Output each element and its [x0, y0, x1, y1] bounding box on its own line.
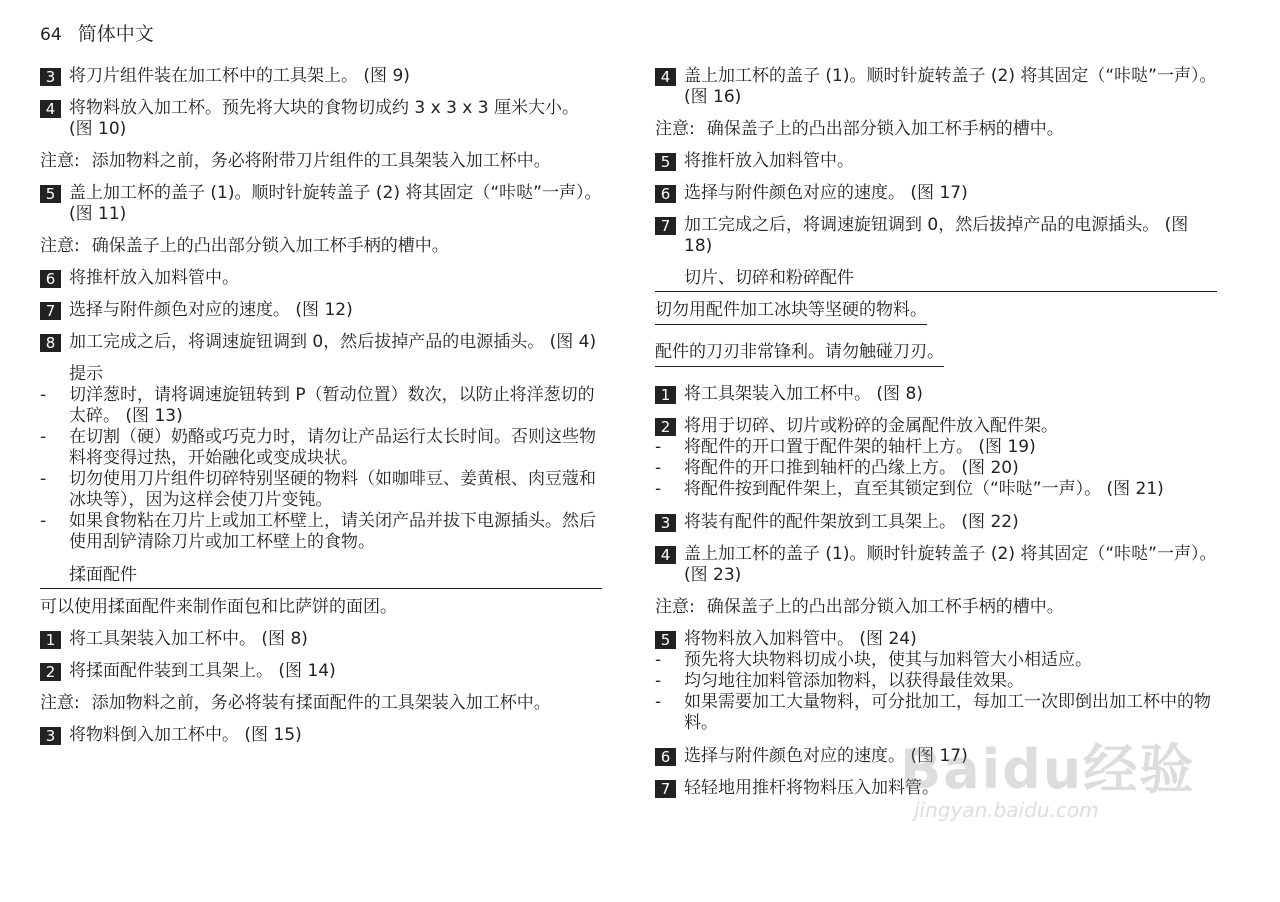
note-text: 确保盖子上的凸出部分锁入加工杯手柄的槽中。 — [91, 236, 449, 256]
step-text: 选择与附件颜色对应的速度。 (图 12) — [69, 300, 353, 320]
step-item — [40, 629, 602, 650]
step-number-badge: 4 — [40, 100, 61, 118]
step-number-badge: 4 — [655, 68, 676, 86]
step-item — [655, 384, 1217, 405]
sub-step-item: - 预先将大块物料切成小块，使其与加料管大小相适应。 — [655, 650, 1217, 671]
note-label: 注意: — [40, 693, 80, 713]
step-text: 将推杆放入加料管中。 — [69, 268, 239, 288]
sub-steps-list — [655, 650, 1217, 734]
step-text: 盖上加工杯的盖子 (1)。顺时针旋转盖子 (2) 将其固定（“咔哒”一声）。 (图 11) — [69, 183, 602, 224]
step-item — [655, 66, 1217, 108]
note — [40, 693, 602, 714]
step-item — [40, 300, 602, 321]
section-title-slicing: 切片、切碎和粉碎配件 — [655, 268, 1217, 292]
note-label: 注意: — [655, 597, 695, 617]
step-text: 加工完成之后，将调速旋钮调到 0，然后拔掉产品的电源插头。 (图 4) — [69, 332, 597, 352]
note — [40, 236, 602, 257]
note-label: 注意: — [655, 119, 695, 139]
step-text: 加工完成之后，将调速旋钮调到 0，然后拔掉产品的电源插头。 (图 18) — [684, 215, 1189, 256]
step-number-badge: 3 — [40, 68, 61, 86]
step-number-badge: 5 — [40, 185, 61, 203]
step-item — [655, 183, 1217, 204]
step-text: 将推杆放入加料管中。 — [684, 151, 854, 171]
step-text: 轻轻地用推杆将物料压入加料管。 — [684, 778, 939, 798]
step-item — [40, 661, 602, 682]
warning-text: 切勿用配件加工冰块等坚硬的物料。 — [655, 300, 927, 325]
note-label: 注意: — [40, 151, 80, 171]
step-text: 将工具架装入加工杯中。 (图 8) — [69, 629, 308, 649]
step-number-badge: 8 — [40, 334, 61, 352]
step-item — [40, 98, 602, 140]
step-item — [655, 512, 1217, 533]
tips-list — [40, 385, 602, 553]
note-text: 确保盖子上的凸出部分锁入加工杯手柄的槽中。 — [706, 597, 1064, 617]
sub-step-item: - 将配件按到配件架上，直至其锁定到位（“咔哒”一声）。 (图 21) — [655, 479, 1217, 500]
step-number-badge: 3 — [655, 514, 676, 532]
step-number-badge: 5 — [655, 631, 676, 649]
step-number-badge: 1 — [40, 631, 61, 649]
step-text: 盖上加工杯的盖子 (1)。顺时针旋转盖子 (2) 将其固定（“咔哒”一声）。 (图 23) — [684, 544, 1217, 585]
step-text: 将装有配件的配件架放到工具架上。 (图 22) — [684, 512, 1019, 532]
tip-item: - 在切割（硬）奶酪或巧克力时，请勿让产品运行太长时间。否则这些物料将变得过热，开始融化或变成块状。 — [40, 427, 602, 469]
step-number-badge: 1 — [655, 386, 676, 404]
sub-step-item: - 将配件的开口推到轴杆的凸缘上方。 (图 20) — [655, 458, 1217, 479]
step-text: 将物料放入加工杯。预先将大块的食物切成约 3 x 3 x 3 厘米大小。 (图 10) — [69, 98, 579, 139]
section-intro: 可以使用揉面配件来制作面包和比萨饼的面团。 — [40, 597, 397, 617]
step-text: 将揉面配件装到工具架上。 (图 14) — [69, 661, 336, 681]
step-text: 将物料倒入加工杯中。 (图 15) — [69, 725, 302, 745]
tip-item: - 切勿使用刀片组件切碎特别坚硬的物料（如咖啡豆、姜黄根、肉豆蔻和冰块等），因为这样会使刀片变钝。 — [40, 469, 602, 511]
step-item — [655, 746, 1217, 767]
step-text: 将刀片组件装在加工杯中的工具架上。 (图 9) — [69, 66, 410, 86]
step-item — [655, 151, 1217, 172]
step-text: 选择与附件颜色对应的速度。 (图 17) — [684, 183, 968, 203]
tips-heading: 提示 — [69, 364, 103, 384]
step-number-badge: 2 — [655, 418, 676, 436]
section-title-kneading: 揉面配件 — [40, 565, 602, 589]
step-text: 盖上加工杯的盖子 (1)。顺时针旋转盖子 (2) 将其固定（“咔哒”一声）。 (图 16) — [684, 66, 1217, 107]
step-number-badge: 6 — [40, 270, 61, 288]
sub-step-item: - 将配件的开口置于配件架的轴杆上方。 (图 19) — [655, 437, 1217, 458]
page-number: 64 — [40, 25, 62, 45]
step-number-badge: 2 — [40, 663, 61, 681]
step-number-badge: 5 — [655, 153, 676, 171]
note-text: 确保盖子上的凸出部分锁入加工杯手柄的槽中。 — [706, 119, 1064, 139]
step-number-badge: 7 — [40, 302, 61, 320]
step-number-badge: 3 — [40, 727, 61, 745]
step-item — [655, 416, 1217, 437]
step-item — [40, 725, 602, 746]
step-number-badge: 6 — [655, 748, 676, 766]
step-item — [40, 268, 602, 289]
note — [655, 597, 1217, 618]
language-label: 简体中文 — [77, 23, 154, 45]
page-header — [40, 24, 154, 46]
note — [655, 119, 1217, 140]
step-item — [655, 778, 1217, 799]
note-text: 添加物料之前，务必将装有揉面配件的工具架装入加工杯中。 — [91, 693, 551, 713]
step-number-badge: 6 — [655, 185, 676, 203]
sub-step-item: - 均匀地往加料管添加物料，以获得最佳效果。 — [655, 671, 1217, 692]
tip-item: - 如果食物粘在刀片上或加工杯壁上，请关闭产品并拔下电源插头。然后使用刮铲清除刀片或加工杯壁上的食物。 — [40, 511, 602, 553]
step-number-badge: 7 — [655, 217, 676, 235]
left-column — [40, 66, 602, 757]
note-label: 注意: — [40, 236, 80, 256]
watermark-url: jingyan.baidu.com — [914, 798, 1099, 822]
step-item — [655, 629, 1217, 650]
step-text: 将物料放入加料管中。 (图 24) — [684, 629, 917, 649]
step-text: 选择与附件颜色对应的速度。 (图 17) — [684, 746, 968, 766]
step-item — [40, 183, 602, 225]
note-text: 添加物料之前，务必将附带刀片组件的工具架装入加工杯中。 — [91, 151, 551, 171]
sub-steps-list — [655, 437, 1217, 500]
step-number-badge: 4 — [655, 546, 676, 564]
step-item — [40, 332, 602, 353]
step-text: 将工具架装入加工杯中。 (图 8) — [684, 384, 923, 404]
step-item — [655, 215, 1217, 257]
watermark-logo: Baidu经验 — [900, 738, 1196, 801]
step-text: 将用于切碎、切片或粉碎的金属配件放入配件架。 — [684, 416, 1058, 436]
step-number-badge: 7 — [655, 780, 676, 798]
sub-step-item: - 如果需要加工大量物料，可分批加工，每加工一次即倒出加工杯中的物料。 — [655, 692, 1217, 734]
warning-text: 配件的刀刃非常锋利。请勿触碰刀刃。 — [655, 342, 944, 367]
right-column — [655, 66, 1217, 810]
note — [40, 151, 602, 172]
step-item — [655, 544, 1217, 586]
step-item — [40, 66, 602, 87]
tip-item: - 切洋葱时，请将调速旋钮转到 P（暂动位置）数次，以防止将洋葱切的太碎。 (图 13) — [40, 385, 602, 427]
